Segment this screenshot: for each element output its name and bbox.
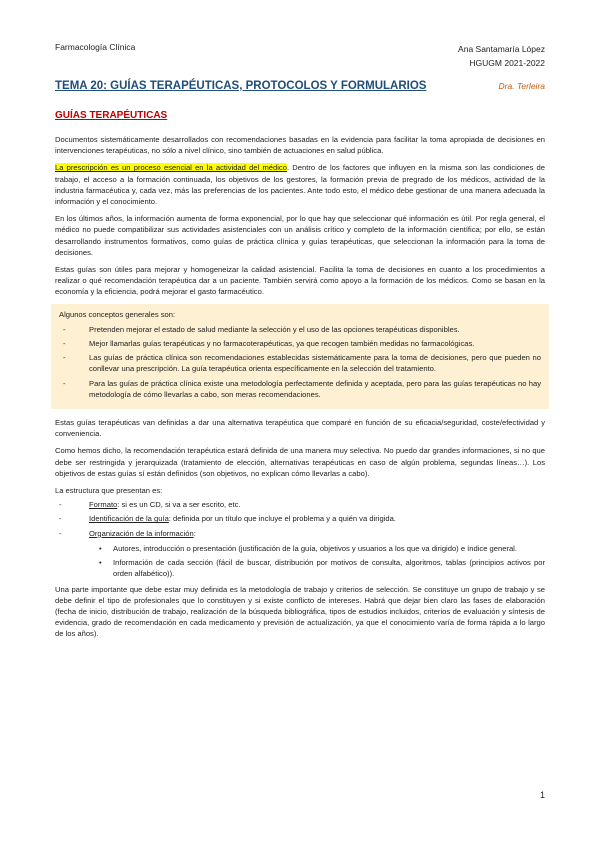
concepts-box [51, 304, 549, 409]
format-label: Formato [89, 500, 118, 510]
list-item: - Para las guías de práctica clínica existe una metodología perfectamente definida y aceptada, pero para las guías terapéuticas no hay metodología de cómo llevarlas a cabo, son meras recomendaciones. [59, 378, 541, 400]
concepts-title: Algunos conceptos generales son: [59, 309, 176, 319]
list-item [55, 528, 545, 580]
structure-list [55, 499, 545, 579]
list-item: - Las guías de práctica clínica son recomendaciones establecidas sistemáticamente para la toma de decisiones, pero que pueden no conllevar una prescripción. La guía terapéutica orienta específicamente en la selección del tratamiento. [59, 352, 541, 374]
paragraph-alternatives: Estas guías terapéuticas van definidas a dar una alternativa terapéutica que comparé en función de su eficacia/seguridad, coste/efectividad y conveniencia. [55, 418, 545, 439]
paragraph-prescription-rest: . Dentro de los factores que influyen en la misma son las condiciones de trabajo, el acceso a la formación continuada, los objetivos de los gestores, la formación previa de pregrado de los médicos, actividad de la industria farmacéutica y, cada vez, más las preferencias de los pacientes. Ante todo esto, el médico debe gestionar de una manera adecuada la información y el conocimiento. [55, 163, 545, 207]
highlighted-text: La prescripción es un proceso esencial en la actividad del médico [55, 163, 287, 173]
concepts-list [59, 324, 541, 400]
list-item: • Información de cada sección (fácil de buscar, distribución por motivos de consulta, algoritmos, tablas (principios activos por orden alfabético)). [89, 557, 545, 579]
org-sublist [89, 543, 545, 580]
org-label: Organización de la información [89, 528, 194, 538]
header-course: Farmacología Clínica [55, 42, 136, 52]
list-item [55, 499, 545, 510]
page-number: 1 [539, 790, 545, 800]
paragraph-recommendation: Como hemos dicho, la recomendación terapéutica estará definida de una manera muy selectiva. No puedo dar grandes informaciones, si no que debe ser restringida y jerarquizada (tratamiento de elección, alternativas terapéuticas en caso de algún problema, segundas líneas…). Los objetivos de estas guías sí están definidos (son objetivos, no explican cómo llevarlas a cabo). [55, 446, 545, 478]
header-author: Ana Santamaría López [458, 44, 545, 54]
list-item: - Mejor llamarlas guías terapéuticas y no farmacoterapéuticas, ya que recogen también medidas no farmacológicas. [59, 338, 541, 349]
paragraph-information: En los últimos años, la información aumenta de forma exponencial, por lo que hay que seleccionar qué información es útil. Por regla general, el médico no puede compatibilizar sus actividades asistenciales con un análisis crítico y completo de la información científica; por ello, se están desarrollando instrumentos formativos, como guías de práctica clínica y guías terapéuticas, que seleccionan la información para la toma de decisiones. [55, 214, 545, 257]
section-title: GUÍAS TERAPÉUTICAS [55, 110, 168, 121]
list-item [55, 513, 545, 524]
format-text: : si es un CD, si va a ser escrito, etc. [117, 500, 241, 510]
org-text: : [193, 528, 196, 538]
page-title: TEMA 20: GUÍAS TERAPÉUTICAS, PROTOCOLOS Y FORMULARIOS [55, 80, 427, 92]
header-institution: HGUGM 2021-2022 [469, 58, 545, 68]
ident-label: Identificación de la guía [89, 514, 169, 524]
paragraph-prescription [55, 162, 545, 207]
list-item: - Pretenden mejorar el estado de salud mediante la selección y el uso de las opciones terapéuticas disponibles. [59, 324, 541, 335]
header-right [458, 42, 545, 70]
paragraph-definition: Documentos sistemáticamente desarrollados con recomendaciones basadas en la evidencia para facilitar la toma apropiada de decisiones en intervenciones terapéuticas, no sólo a nivel clínico, sino también de actuaciones en salud pública. [55, 135, 545, 156]
structure-intro: La estructura que presentan es: [55, 486, 163, 496]
paragraph-usefulness: Estas guías son útiles para mejorar y homogeneizar la calidad asistencial. Facilita la toma de decisiones en cuanto a los procedimientos a realizar o qué recomendación terapéutica dar a un paciente. También servirá como apoyo a la formación de los médicos. Como se basan en la economía y la eficiencia, podrá mejorar el gasto farmacéutico. [55, 265, 545, 297]
body-content [55, 134, 545, 646]
list-item: • Autores, introducción o presentación (justificación de la guía, objetivos y usuarios a los que va dirigido) e índice general. [89, 543, 545, 554]
lecturer-name: Dra. Terleira [498, 81, 545, 91]
title-row [55, 80, 545, 92]
paragraph-methodology: Una parte importante que debe estar muy definida es la metodología de trabajo y criterios de selección. Se constituye un grupo de trabajo y se debe definir el tipo de profesionales que lo constituyen y si existe conflicto de intereses. Habrá que dejar bien claro las fases de elaboración (fecha de inicio, distribución de trabajo, realización de la búsqueda bibliográfica, tipos de estudios incluidos, criterios de evaluación y síntesis de evidencia, grado de recomendación en cada medicamento y previsión de actualización, ya que el conocimiento varía de forma rápida a lo largo de los años). [55, 584, 545, 639]
ident-text: : definida por un título que incluye el problema y a quién va dirigida. [168, 514, 396, 524]
